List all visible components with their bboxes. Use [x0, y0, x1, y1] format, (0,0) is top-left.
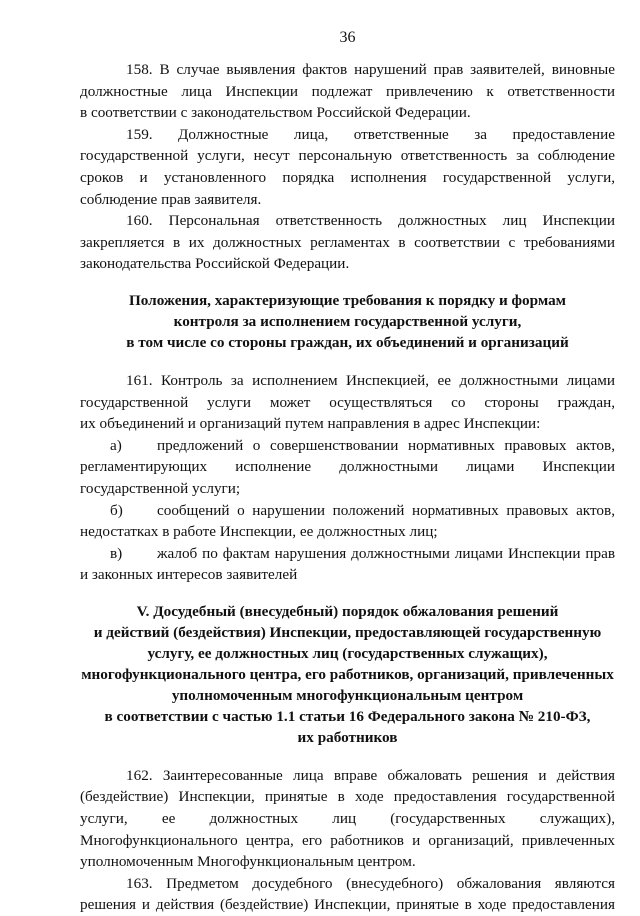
spacer	[80, 586, 615, 601]
section-heading-appeal	[80, 601, 615, 748]
spacer	[80, 748, 615, 765]
text-line: недостатках в работе Инспекции, ее должностных лиц;	[80, 523, 438, 541]
paragraph-163	[80, 873, 615, 916]
text-line: в соответствии с законодательством Российской Федерации.	[80, 104, 471, 122]
text-line: соблюдение прав заявителя.	[80, 190, 262, 208]
text-line: должностные лица Инспекции подлежат привлечению к ответственности	[80, 82, 615, 100]
paragraph-159	[80, 124, 615, 210]
text-line: регламентирующих исполнение должностными лицами Инспекции	[80, 458, 615, 476]
spacer	[80, 353, 615, 370]
text-line: государственной услуги может осуществляться со стороны граждан,	[80, 393, 615, 411]
heading-line: услугу, ее должностных лиц (государственных служащих),	[147, 644, 548, 662]
heading-line: их работников	[297, 728, 398, 746]
list-item-text: предложений о совершенствовании нормативных правовых актов,	[157, 436, 615, 454]
text-line: сроков и установленного порядка исполнения государственной услуги,	[80, 168, 615, 186]
list-item-b	[80, 500, 615, 543]
paragraph-158	[80, 59, 615, 124]
heading-line: и действий (бездействия) Инспекции, предоставляющей государственную	[93, 623, 602, 641]
text-line: 163. Предметом досудебного (внесудебного) обжалования являются	[126, 874, 615, 892]
text-line: закрепляется в их должностных регламентах в соответствии с требованиями	[80, 233, 615, 251]
text-line: уполномоченным Многофункциональным центром.	[80, 853, 416, 871]
list-marker: в)	[110, 544, 123, 562]
list-item-text: сообщений о нарушении положений нормативных правовых актов,	[157, 501, 615, 519]
text-line: (бездействие) Инспекции, принятые в ходе предоставления государственной	[80, 788, 615, 806]
text-line	[80, 543, 615, 565]
text-line: 158. В случае выявления фактов нарушений прав заявителей, виновные	[126, 61, 615, 78]
list-item-text: жалоб по фактам нарушения должностными лицами Инспекции прав	[157, 544, 615, 562]
text-line: 160. Персональная ответственность должностных лиц Инспекции	[126, 212, 615, 230]
text-line: услуги, ее должностных лиц (государственных служащих),	[80, 810, 615, 828]
heading-line: контроля за исполнением государственной услуги,	[173, 312, 522, 330]
text-line: 159. Должностные лица, ответственные за предоставление	[126, 125, 615, 143]
text-line: 162. Заинтересованные лица вправе обжаловать решения и действия	[126, 766, 615, 784]
text-line: решения и действия (бездействие) Инспекции, принятые в ходе предоставления	[80, 896, 615, 914]
paragraph-160	[80, 210, 615, 275]
text-line: Многофункционального центра, его работников и организаций, привлеченных	[80, 831, 615, 849]
heading-line: уполномоченным многофункциональным центром	[171, 686, 524, 704]
text-line	[80, 435, 615, 457]
page-content	[80, 59, 615, 916]
text-line: и законных интересов заявителей	[80, 566, 298, 584]
heading-line: Положения, характеризующие требования к порядку и формам	[128, 291, 567, 309]
heading-line: многофункционального центра, его работников, организаций, привлеченных	[81, 665, 614, 683]
document-page	[80, 0, 615, 914]
list-marker: а)	[110, 436, 122, 454]
text-line: законодательства Российской Федерации.	[80, 255, 350, 273]
spacer	[80, 275, 615, 290]
page-number: 36	[339, 29, 356, 46]
heading-line: V. Досудебный (внесудебный) порядок обжалования решений	[136, 602, 559, 620]
text-line: 161. Контроль за исполнением Инспекцией, ее должностными лицами	[126, 371, 615, 389]
paragraph-162	[80, 765, 615, 873]
heading-line: в соответствии с частью 1.1 статьи 16 Федерального закона № 210-ФЗ,	[104, 707, 591, 725]
list-marker: б)	[110, 501, 123, 519]
list-item-a	[80, 435, 615, 500]
section-heading-control	[80, 290, 615, 353]
heading-line: в том числе со стороны граждан, их объединений и организаций	[126, 333, 569, 351]
text-line: их объединений и организаций путем направления в адрес Инспекции:	[80, 415, 541, 433]
paragraph-161	[80, 370, 615, 435]
text-line: государственной услуги;	[80, 479, 241, 497]
list-item-v	[80, 543, 615, 586]
text-line	[80, 500, 615, 522]
text-line: государственной услуги, несут персональную ответственность за соблюдение	[80, 147, 615, 165]
